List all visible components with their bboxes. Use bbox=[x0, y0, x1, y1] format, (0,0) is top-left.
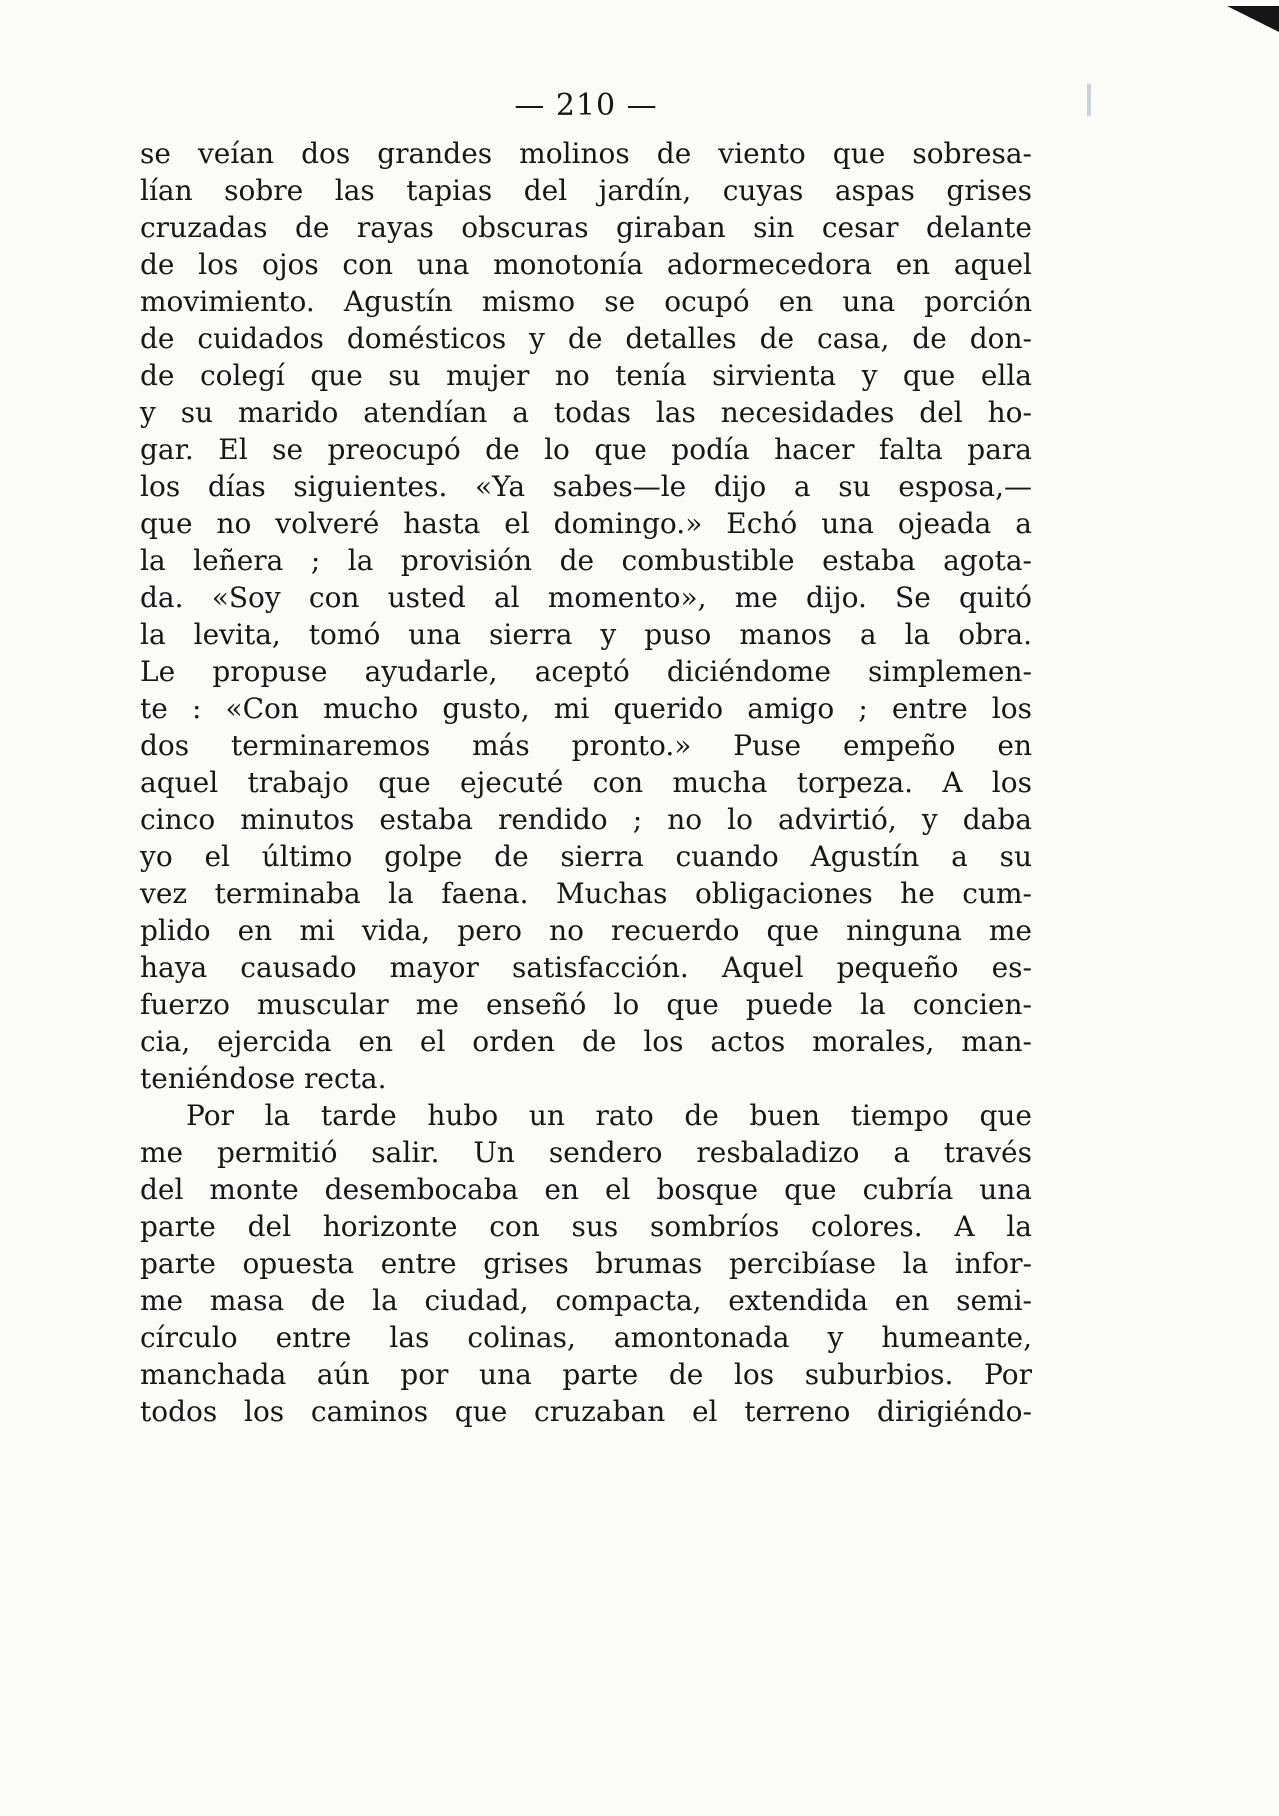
text-line: de colegí que su mujer no tenía sirvienta y que ella bbox=[140, 359, 1032, 392]
text-line: la leñera ; la provisión de combustible estaba agota- bbox=[140, 544, 1032, 577]
text-line: círculo entre las colinas, amontonada y humeante, bbox=[140, 1321, 1032, 1354]
text-line: dos terminaremos más pronto.» Puse empeño en bbox=[140, 729, 1032, 762]
page-text bbox=[140, 135, 1032, 1430]
text-line: de los ojos con una monotonía adormecedora en aquel bbox=[140, 248, 1032, 281]
text-line: cruzadas de rayas obscuras giraban sin cesar delante bbox=[140, 211, 1032, 244]
text-line: vez terminaba la faena. Muchas obligaciones he cum- bbox=[140, 877, 1032, 910]
text-line: cinco minutos estaba rendido ; no lo advirtió, y daba bbox=[140, 803, 1032, 836]
text-line: aquel trabajo que ejecuté con mucha torpeza. A los bbox=[140, 766, 1032, 799]
text-line: gar. El se preocupó de lo que podía hacer falta para bbox=[140, 433, 1032, 466]
text-line: fuerzo muscular me enseñó lo que puede la concien- bbox=[140, 988, 1032, 1021]
text-line: se veían dos grandes molinos de viento que sobresa- bbox=[140, 137, 1032, 170]
text-line: me permitió salir. Un sendero resbaladizo a través bbox=[140, 1136, 1032, 1169]
text-line: Le propuse ayudarle, aceptó diciéndome simplemen- bbox=[140, 655, 1032, 688]
text-line: movimiento. Agustín mismo se ocupó en una porción bbox=[140, 285, 1032, 318]
text-line: teniéndose recta. bbox=[140, 1062, 387, 1095]
text-line: los días siguientes. «Ya sabes—le dijo a su esposa,— bbox=[140, 470, 1032, 503]
text-line: todos los caminos que cruzaban el terreno dirigiéndo- bbox=[140, 1395, 1032, 1428]
text-line: plido en mi vida, pero no recuerdo que ninguna me bbox=[140, 914, 1032, 947]
text-line: de cuidados domésticos y de detalles de casa, de don- bbox=[140, 322, 1032, 355]
text-line: me masa de la ciudad, compacta, extendida en semi- bbox=[140, 1284, 1032, 1317]
page-number: — 210 — bbox=[514, 88, 658, 123]
text-line: da. «Soy con usted al momento», me dijo. Se quitó bbox=[140, 581, 1032, 614]
text-line: te : «Con mucho gusto, mi querido amigo ; entre los bbox=[140, 692, 1032, 725]
text-line: y su marido atendían a todas las necesidades del ho- bbox=[140, 396, 1032, 429]
text-line: yo el último golpe de sierra cuando Agustín a su bbox=[140, 840, 1032, 873]
text-line: que no volveré hasta el domingo.» Echó una ojeada a bbox=[140, 507, 1032, 540]
text-line: Por la tarde hubo un rato de buen tiempo que bbox=[186, 1099, 1032, 1132]
text-line: cia, ejercida en el orden de los actos morales, man- bbox=[140, 1025, 1032, 1058]
text-line: del monte desembocaba en el bosque que cubría una bbox=[140, 1173, 1032, 1206]
book-page bbox=[140, 88, 1032, 1430]
text-line: lían sobre las tapias del jardín, cuyas aspas grises bbox=[140, 174, 1032, 207]
scan-corner-artifact bbox=[1227, 6, 1279, 32]
text-line: la levita, tomó una sierra y puso manos a la obra. bbox=[140, 618, 1032, 651]
text-line: parte del horizonte con sus sombríos colores. A la bbox=[140, 1210, 1032, 1243]
scan-edge-artifact bbox=[1087, 84, 1091, 116]
text-line: haya causado mayor satisfacción. Aquel pequeño es- bbox=[140, 951, 1032, 984]
text-line: manchada aún por una parte de los suburbios. Por bbox=[140, 1358, 1032, 1391]
text-line: parte opuesta entre grises brumas percibíase la infor- bbox=[140, 1247, 1032, 1280]
